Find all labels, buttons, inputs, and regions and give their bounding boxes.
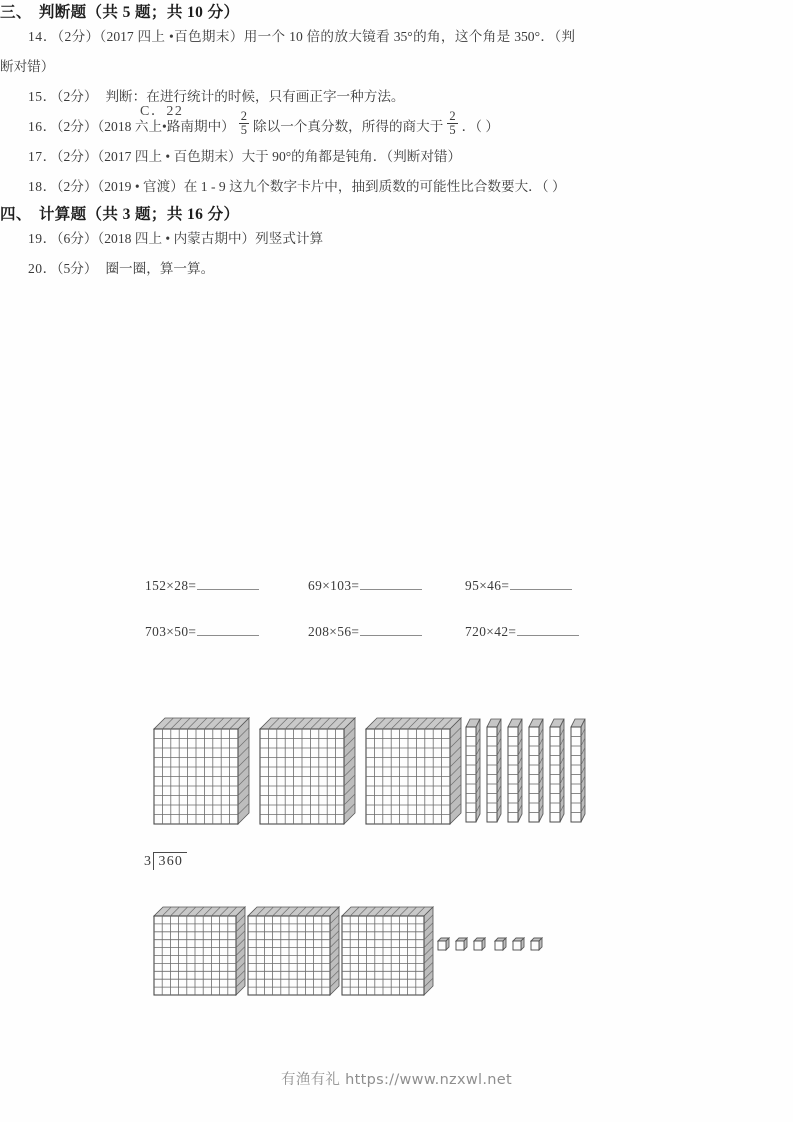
question-19-points: （6分） xyxy=(56,231,98,246)
question-18-points: （2分） xyxy=(56,179,98,194)
option-c-22: C．22 xyxy=(140,104,184,119)
calc-item-703x50 xyxy=(145,624,259,640)
fraction-numerator: 2 xyxy=(240,108,248,123)
question-14 xyxy=(0,22,575,82)
question-17-text: 大于 90°的角都是钝角．（判断对错） xyxy=(241,149,462,164)
section-3-number: 三、 xyxy=(0,4,32,21)
answer-blank[interactable] xyxy=(360,578,422,590)
calc-expression: 152×28= xyxy=(145,578,197,593)
calc-expression: 69×103= xyxy=(308,578,360,593)
question-19-text: 列竖式计算 xyxy=(255,231,324,246)
answer-blank[interactable] xyxy=(510,578,572,590)
calc-item-720x42 xyxy=(465,624,579,640)
question-14-text: 用一个 10 倍的放大镜看 35°的角，这个角是 350°． xyxy=(243,29,555,44)
section-4-title: 计算题 xyxy=(38,206,87,223)
calc-item-208x56 xyxy=(308,624,422,640)
question-17-points: （2分） xyxy=(56,149,98,164)
question-14-tail: （判断对错） xyxy=(0,29,576,74)
hundred-flat-icon xyxy=(256,713,356,828)
question-17 xyxy=(0,142,575,172)
question-20-number: 20． xyxy=(28,261,57,276)
question-16-source: （2018 六上•路南期中） xyxy=(97,119,235,134)
unit-cube-icon xyxy=(437,937,450,951)
question-18-source: （2019 • 官渡） xyxy=(97,179,184,194)
question-16-tail: ．（ ） xyxy=(461,119,499,134)
calc-item-95x46 xyxy=(465,578,572,594)
question-19-source: （2018 四上 • 内蒙古期中） xyxy=(97,231,256,246)
divisor: 3 xyxy=(144,854,152,869)
hundred-flat-icon xyxy=(150,903,248,999)
question-19-number: 19． xyxy=(28,231,57,246)
question-20 xyxy=(0,254,575,284)
hundred-flat-icon xyxy=(244,903,342,999)
question-20-text: 圈一圈，算一算。 xyxy=(105,261,215,276)
question-14-points: （2分） xyxy=(57,29,100,44)
ten-rod-icon xyxy=(569,715,586,827)
unit-cube-icon xyxy=(530,937,543,951)
answer-blank[interactable] xyxy=(197,578,259,590)
calc-expression: 703×50= xyxy=(145,624,197,639)
question-15-text: 判断：在进行统计的时候，只有画正字一种方法。 xyxy=(105,89,405,104)
question-17-number: 17． xyxy=(28,149,57,164)
question-20-points: （5分） xyxy=(56,261,98,276)
question-16-mid-text: 除以一个真分数，所得的商大于 xyxy=(253,119,444,134)
fraction-two-fifths-first xyxy=(239,110,249,137)
dividend: 360 xyxy=(153,852,188,870)
question-15-points: （2分） xyxy=(56,89,98,104)
calc-expression: 208×56= xyxy=(308,624,360,639)
ten-rod-icon xyxy=(527,715,544,827)
unit-cube-icon xyxy=(494,937,507,951)
answer-blank[interactable] xyxy=(197,624,259,636)
question-18-number: 18． xyxy=(28,179,57,194)
section-heading-3 xyxy=(0,0,793,22)
question-18-text: 在 1 - 9 这九个数字卡片中，抽到质数的可能性比合数要大．（ ） xyxy=(183,179,566,194)
question-14-number: 14． xyxy=(28,29,58,44)
calc-expression: 720×42= xyxy=(465,624,517,639)
section-4-number: 四、 xyxy=(0,206,32,223)
calc-item-152x28 xyxy=(145,578,259,594)
hundred-flat-icon xyxy=(362,713,462,828)
question-18 xyxy=(0,172,578,202)
calc-item-69x103 xyxy=(308,578,422,594)
question-14-source: （2017 四上 •百色期末） xyxy=(99,29,244,44)
answer-blank[interactable] xyxy=(360,624,422,636)
section-4-meta: （共 3 题；共 16 分） xyxy=(86,206,240,223)
ten-rod-icon xyxy=(506,715,523,827)
hundred-flat-icon xyxy=(338,903,436,999)
ten-rod-icon xyxy=(548,715,565,827)
fraction-two-fifths-second xyxy=(447,110,457,137)
section-heading-4 xyxy=(0,202,793,224)
answer-blank[interactable] xyxy=(517,624,579,636)
unit-cube-icon xyxy=(473,937,486,951)
question-19 xyxy=(0,224,575,254)
question-17-source: （2017 四上 • 百色期末） xyxy=(97,149,242,164)
section-3-title: 判断题 xyxy=(38,4,87,21)
long-division-expression xyxy=(144,852,187,870)
ten-rod-icon xyxy=(485,715,502,827)
fraction-denominator: 5 xyxy=(449,122,456,137)
question-15 xyxy=(0,82,575,112)
hundred-flat-icon xyxy=(150,713,250,828)
section-3-meta: （共 5 题；共 10 分） xyxy=(86,4,240,21)
unit-cube-icon xyxy=(455,937,468,951)
calc-expression: 95×46= xyxy=(465,578,510,593)
fraction-numerator: 2 xyxy=(449,108,456,123)
fraction-denominator: 5 xyxy=(240,122,248,137)
unit-cube-icon xyxy=(512,937,525,951)
question-15-number: 15． xyxy=(28,89,57,104)
question-16-number: 16． xyxy=(28,119,57,134)
footer-watermark: 有渔有礼 https://www.nzxwl.net xyxy=(281,1072,512,1088)
question-16-points: （2分） xyxy=(56,119,98,134)
ten-rod-icon xyxy=(464,715,481,827)
